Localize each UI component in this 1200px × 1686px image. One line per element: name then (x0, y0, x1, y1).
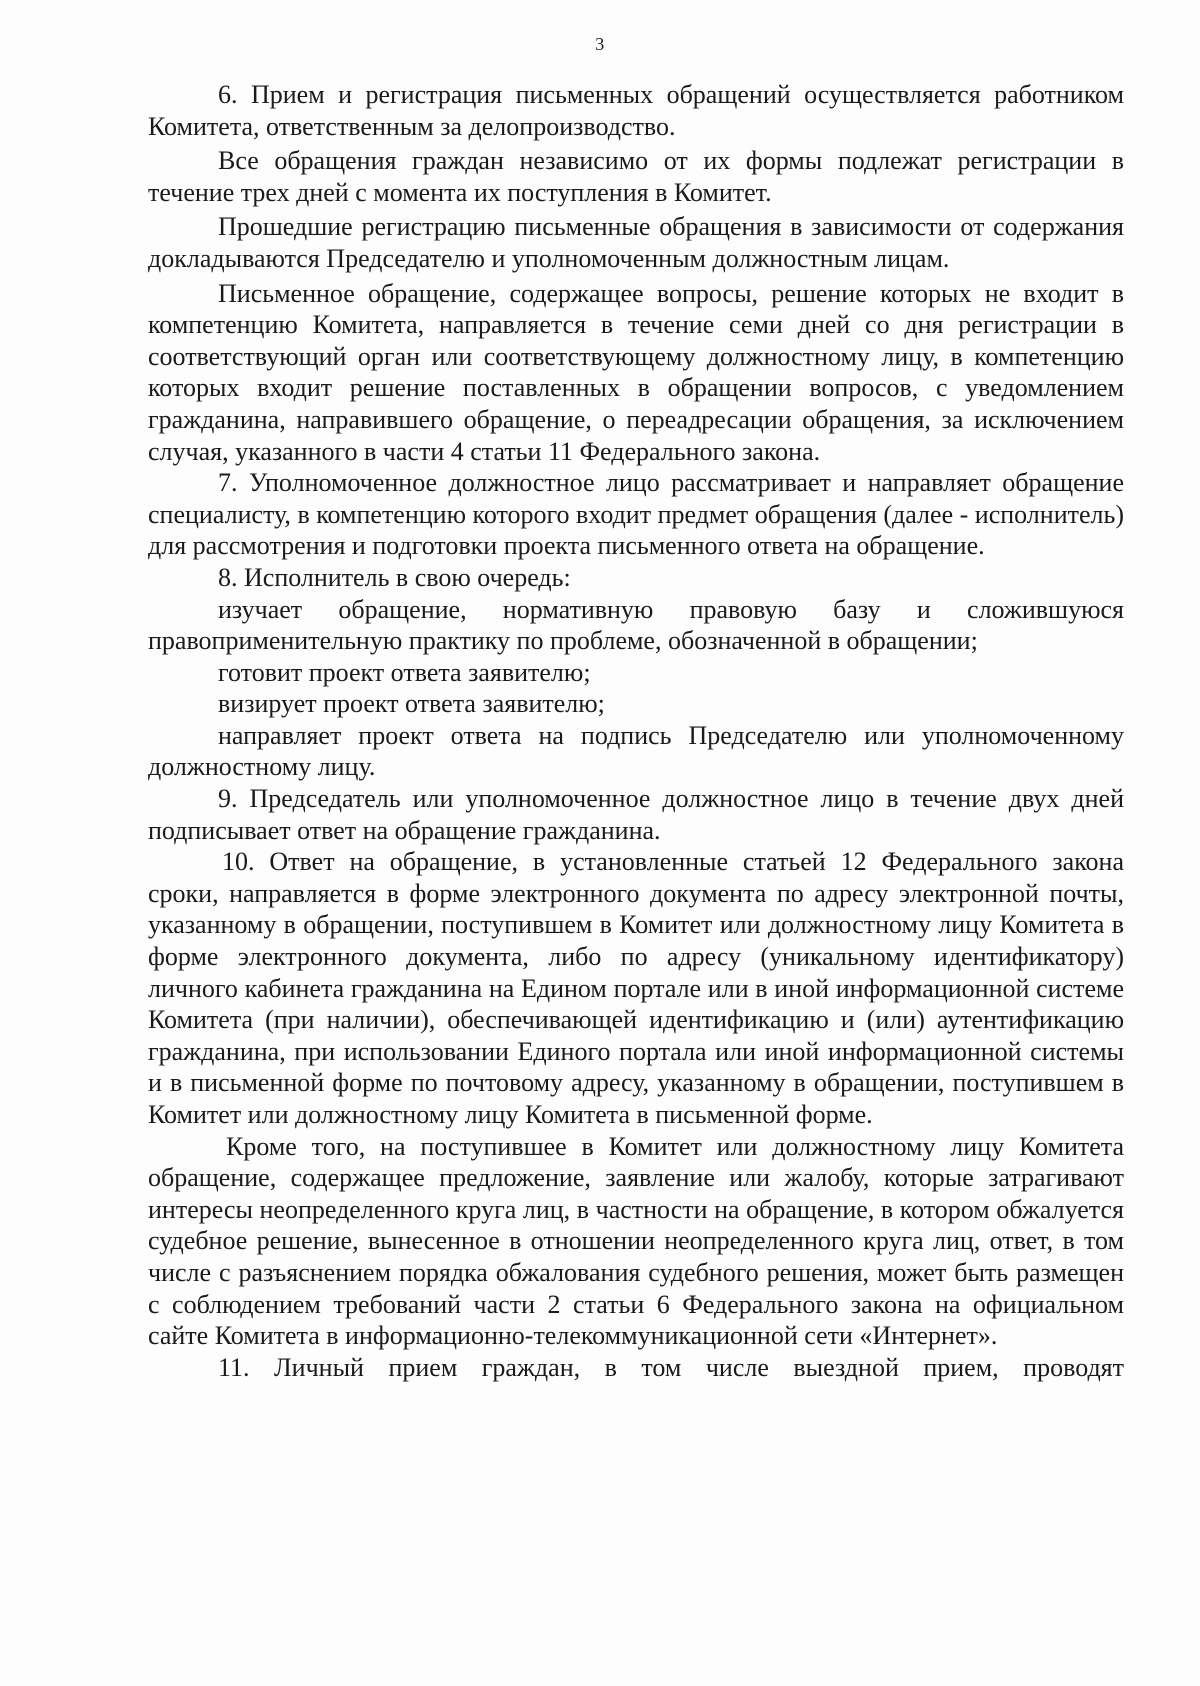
paragraph-8-executor: 8. Исполнитель в свою очередь: (218, 562, 571, 592)
document-body (148, 79, 1124, 1383)
paragraph-11-personal-reception: 11. Личный прием граждан, в том числе выездной прием, проводят (218, 1352, 1124, 1382)
paragraph-reporting: Прошедшие регистрацию письменные обращения в зависимости от содержания докладываются Председателю и уполномоченным должностным лицам. (148, 212, 1124, 273)
list-item-prepares: готовит проект ответа заявителю; (218, 657, 591, 687)
list-item-studies: изучает обращение, нормативную правовую базу и сложившуюся правоприменительную практику по проблеме, обозначенной в обращении; (148, 594, 1124, 656)
list-item-sends: направляет проект ответа на подпись Председателю или уполномоченному должностному лицу. (148, 720, 1124, 782)
paragraph-redirection: Письменное обращение, содержащее вопросы, решение которых не входит в компетенцию Комитета, направляется в течение семи дней со дня регистрации в соответствующий орган или соответствующему должностному лицу, в компетенцию которых входит решение поставленных в обращении вопросов, с уведомлением гражданина, направившего обращение, о переадресации обращения, за исключением случая, указанного в части 4 статьи 11 Федерального закона. (148, 278, 1124, 466)
paragraph-publication: Кроме того, на поступившее в Комитет или должностному лицу Комитета обращение, содержащее предложение, заявление или жалобу, которые затрагивают интересы неопределенного круга лиц, в частности на обращение, в котором обжалуется судебное решение, вынесенное в отношении неопределенного круга лиц, ответ, в том числе с разъяснением порядка обжалования судебного решения, может быть размещен с соблюдением требований части 2 статьи 6 Федерального закона на официальном сайте Комитета в информационно-телекоммуникационной сети «Интернет». (148, 1131, 1124, 1351)
page-number: 3 (595, 34, 605, 54)
paragraph-registration-term: Все обращения граждан независимо от их формы подлежат регистрации в течение трех дней с момента их поступления в Комитет. (148, 146, 1124, 207)
list-item-endorses: визирует проект ответа заявителю; (218, 689, 605, 719)
paragraph-10-response: 10. Ответ на обращение, в установленные статьей 12 Федерального закона сроки, направляется в форме электронного документа по адресу электронной почты, указанному в обращении, поступившем в Комитет или должностному лицу Комитета в форме электронного документа, либо по адресу (уникальному идентификатору) личного кабинета гражданина на Едином портале или в иной информационной системе Комитета (при наличии), обеспечивающей идентификацию и (или) аутентификацию гражданина, при использовании Единого портала или иной информационной системы и в письменной форме по почтовому адресу, указанному в обращении, поступившем в Комитет или должностному лицу Комитета в письменной форме. (148, 847, 1124, 1129)
paragraph-7-review: 7. Уполномоченное должностное лицо рассматривает и направляет обращение специалисту, в компетенцию которого входит предмет обращения (далее - исполнитель) для рассмотрения и подготовки проекта письменного ответа на обращение. (148, 468, 1124, 561)
paragraph-9-signing: 9. Председатель или уполномоченное должностное лицо в течение двух дней подписывает ответ на обращение гражданина. (148, 784, 1124, 845)
paragraph-6-intake: 6. Прием и регистрация письменных обращений осуществляется работником Комитета, ответственным за делопроизводство. (148, 80, 1124, 141)
